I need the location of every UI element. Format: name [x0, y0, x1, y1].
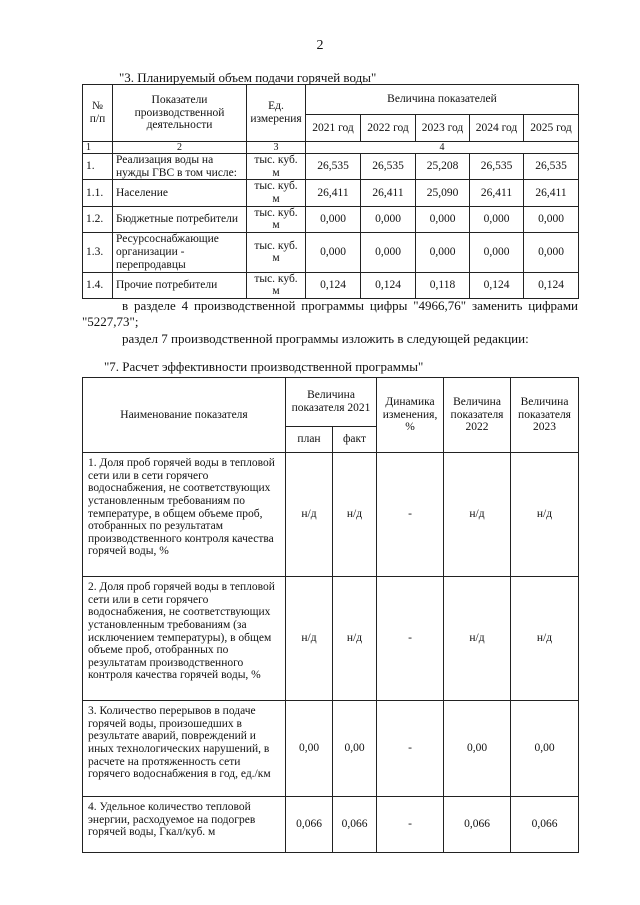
colnum: 3 — [247, 142, 306, 154]
header-value-2021: Величина показателя 2021 — [286, 378, 377, 427]
row-value: 26,411 — [470, 180, 524, 206]
header-num: № п/п — [83, 85, 113, 142]
row-plan: н/д — [286, 577, 333, 701]
row-dynamics: - — [377, 453, 444, 577]
header-year: 2022 год — [361, 115, 416, 142]
row-unit: тыс. куб. м — [247, 232, 306, 272]
row-plan: н/д — [286, 453, 333, 577]
row-value: 26,411 — [306, 180, 361, 206]
row-unit: тыс. куб. м — [247, 206, 306, 232]
row-fact: н/д — [333, 577, 377, 701]
row-value: 26,535 — [524, 154, 579, 180]
row-value: 0,000 — [361, 232, 416, 272]
row-value-2022: 0,066 — [444, 797, 511, 853]
table-row — [83, 180, 579, 206]
row-value: 0,000 — [524, 232, 579, 272]
hot-water-volume-table — [82, 84, 579, 299]
row-value: 0,000 — [306, 206, 361, 232]
row-dynamics: - — [377, 577, 444, 701]
table-row — [83, 154, 579, 180]
header-indicator: Показатели производственной деятельности — [113, 85, 247, 142]
row-value: 26,411 — [524, 180, 579, 206]
row-dynamics: - — [377, 701, 444, 797]
row-value-2023: 0,066 — [511, 797, 579, 853]
table-row — [83, 577, 579, 701]
colnum: 4 — [306, 142, 579, 154]
table1-header-row — [83, 85, 579, 115]
paragraph-section7 — [82, 331, 578, 347]
row-name: 4. Удельное количество тепловой энергии, расходуемое на подогрев горячей воды, Гкал/куб. м — [83, 797, 286, 853]
row-name: Ресурсоснабжающие организации - перепродавцы — [113, 232, 247, 272]
row-num: 1.4. — [83, 272, 113, 298]
row-value: 0,118 — [416, 272, 470, 298]
row-fact: 0,066 — [333, 797, 377, 853]
header-year: 2021 год — [306, 115, 361, 142]
table2-header-row — [83, 378, 579, 427]
row-value: 0,124 — [524, 272, 579, 298]
row-fact: 0,00 — [333, 701, 377, 797]
row-value: 0,000 — [361, 206, 416, 232]
table-row — [83, 232, 579, 272]
header-name: Наименование показателя — [83, 378, 286, 453]
row-value-2022: н/д — [444, 453, 511, 577]
row-value: 0,124 — [470, 272, 524, 298]
table2-title: "7. Расчет эффективности производственной программы" — [104, 359, 424, 374]
row-fact: н/д — [333, 453, 377, 577]
row-name: Население — [113, 180, 247, 206]
table1-colnum-row — [83, 142, 579, 154]
header-year: 2024 год — [470, 115, 524, 142]
colnum: 2 — [113, 142, 247, 154]
paragraph-text: раздел 7 производственной программы изложить в следующей редакции: — [122, 331, 529, 346]
header-plan: план — [286, 427, 333, 453]
row-value: 0,000 — [416, 206, 470, 232]
row-plan: 0,00 — [286, 701, 333, 797]
header-dynamics: Динамика изменения, % — [377, 378, 444, 453]
header-unit: Ед. измерения — [247, 85, 306, 142]
row-name: Реализация воды на нужды ГВС в том числе: — [113, 154, 247, 180]
colnum: 1 — [83, 142, 113, 154]
row-plan: 0,066 — [286, 797, 333, 853]
table-row — [83, 272, 579, 298]
table1-title: "3. Планируемый объем подачи горячей воды" — [119, 70, 377, 85]
row-unit: тыс. куб. м — [247, 180, 306, 206]
header-value-2023: Величина показателя 2023 — [511, 378, 579, 453]
row-value: 26,535 — [470, 154, 524, 180]
row-name: 2. Доля проб горячей воды в тепловой сети или в сети горячего водоснабжения, не соответствующих установленным требованиям (за исключением температуры), в общем объеме проб, отобранных по результатам производственного контроля качества горячей воды, % — [83, 577, 286, 701]
page-number: 2 — [316, 38, 324, 53]
row-value: 0,000 — [306, 232, 361, 272]
table-row — [83, 701, 579, 797]
row-num: 1.2. — [83, 206, 113, 232]
paragraph-text: в разделе 4 производственной программы цифры "4966,76" заменить цифрами "5227,73"; — [82, 298, 578, 329]
table-row — [83, 206, 579, 232]
row-num: 1.3. — [83, 232, 113, 272]
row-value: 26,535 — [361, 154, 416, 180]
row-name: Бюджетные потребители — [113, 206, 247, 232]
row-value: 0,000 — [470, 232, 524, 272]
row-value-2023: 0,00 — [511, 701, 579, 797]
row-value: 26,535 — [306, 154, 361, 180]
row-name: 1. Доля проб горячей воды в тепловой сети или в сети горячего водоснабжения, не соответствующих установленным требованиям по температуре, в общем объеме проб, отобранных по результатам производственного контроля качества горячей воды, % — [83, 453, 286, 577]
row-dynamics: - — [377, 797, 444, 853]
header-year: 2023 год — [416, 115, 470, 142]
row-value: 26,411 — [361, 180, 416, 206]
row-value-2022: н/д — [444, 577, 511, 701]
row-num: 1. — [83, 154, 113, 180]
row-value-2023: н/д — [511, 453, 579, 577]
row-value: 0,000 — [470, 206, 524, 232]
efficiency-table — [82, 377, 579, 853]
row-value: 0,124 — [306, 272, 361, 298]
table-row — [83, 797, 579, 853]
row-value: 0,000 — [524, 206, 579, 232]
row-value-2022: 0,00 — [444, 701, 511, 797]
header-value-2022: Величина показателя 2022 — [444, 378, 511, 453]
row-value-2023: н/д — [511, 577, 579, 701]
row-name: Прочие потребители — [113, 272, 247, 298]
row-value: 25,208 — [416, 154, 470, 180]
row-unit: тыс. куб. м — [247, 154, 306, 180]
row-value: 0,000 — [416, 232, 470, 272]
row-unit: тыс. куб. м — [247, 272, 306, 298]
header-values: Величина показателей — [306, 85, 579, 115]
row-name: 3. Количество перерывов в подаче горячей воды, произошедших в результате аварий, повреждений и иных технологических нарушений, в расчете на протяженность сети горячего водоснабжения в год, ед./км — [83, 701, 286, 797]
header-year: 2025 год — [524, 115, 579, 142]
table-row — [83, 453, 579, 577]
row-value: 0,124 — [361, 272, 416, 298]
row-num: 1.1. — [83, 180, 113, 206]
header-fact: факт — [333, 427, 377, 453]
paragraph-section4 — [82, 298, 578, 330]
row-value: 25,090 — [416, 180, 470, 206]
